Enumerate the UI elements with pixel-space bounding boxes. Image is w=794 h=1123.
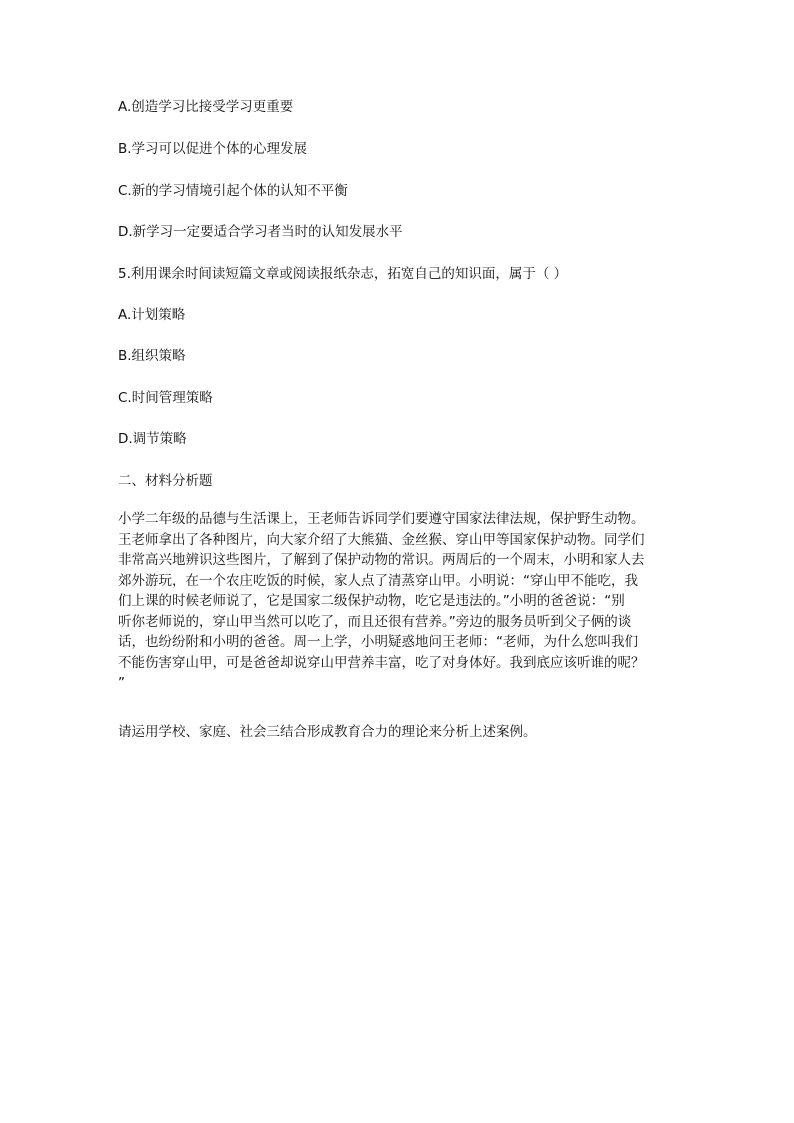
option-d-regulation-strategy: D.调节策略 — [118, 431, 187, 447]
material-paragraph — [118, 509, 673, 694]
option-c-time-management-strategy: C.时间管理策略 — [118, 390, 213, 406]
option-d-cognitive-level: D.新学习一定要适合学习者当时的认知发展水平 — [118, 224, 403, 240]
material-line: 非常高兴地辨识这些图片，了解到了保护动物的常识。两周后的一个周末，小明和家人去 — [118, 552, 645, 568]
material-line: 不能伤害穿山甲，可是爸爸却说穿山甲营养丰富，吃了对身体好。我到底应该听谁的呢？ — [118, 654, 645, 671]
material-line: 话，也纷纷附和小明的爸爸。周一上学，小明疑惑地问王老师：“老师，为什么您叫我们 — [118, 634, 638, 650]
option-c-cognitive-imbalance: C.新的学习情境引起个体的认知不平衡 — [118, 183, 348, 199]
material-line: 郊外游玩，在一个农庄吃饭的时候，家人点了清蒸穿山甲。小明说：“穿山甲不能吃，我 — [118, 572, 638, 589]
material-line: 小学二年级的品德与生活课上，王老师告诉同学们要遵守国家法律法规，保护野生动物。 — [118, 511, 645, 527]
option-a-planning-strategy: A.计划策略 — [118, 307, 186, 323]
analysis-question: 请运用学校、家庭、社会三结合形成教育合力的理论来分析上述案例。 — [118, 724, 537, 740]
material-line: 听你老师说的，穿山甲当然可以吃了，而且还很有营养。”旁边的服务员听到父子俩的谈 — [118, 613, 632, 630]
option-b-psych-development: B.学习可以促进个体的心理发展 — [118, 141, 308, 157]
option-a-create-learning: A.创造学习比接受学习更重要 — [118, 99, 294, 115]
material-line: 王老师拿出了各种图片，向大家介绍了大熊猫、金丝猴、穿山甲等国家保护动物。同学们 — [118, 531, 645, 548]
material-line: 们上课的时候老师说了，它是国家二级保护动物，吃它是违法的。”小明的爸爸说：“别 — [118, 593, 625, 609]
material-line: ” — [118, 675, 125, 691]
option-b-organization-strategy: B.组织策略 — [118, 348, 186, 364]
question-5: 5.利用课余时间读短篇文章或阅读报纸杂志，拓宽自己的知识面，属于（ ） — [118, 266, 568, 282]
section-heading-material-analysis: 二、材料分析题 — [118, 473, 213, 489]
